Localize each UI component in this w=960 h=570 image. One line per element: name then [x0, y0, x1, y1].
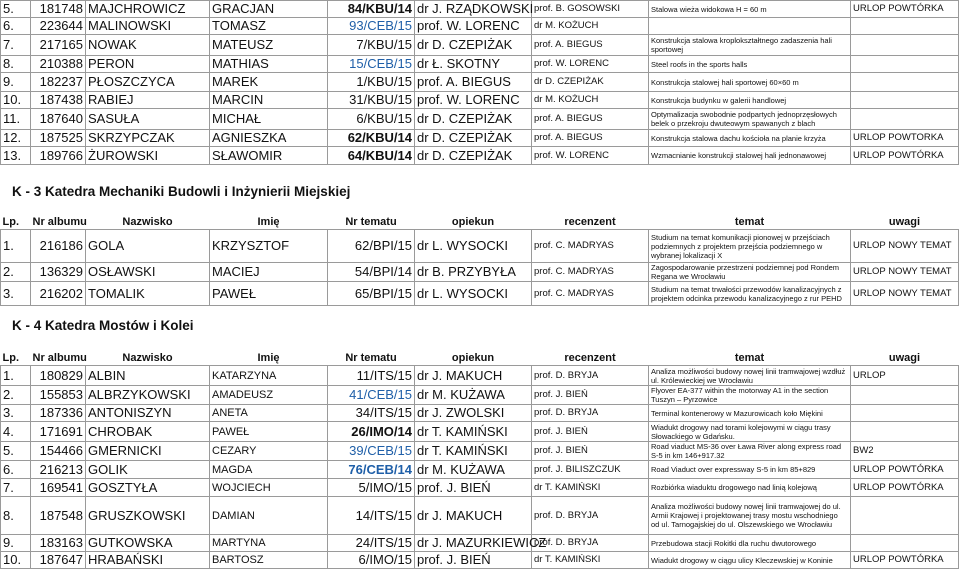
row-supervisor: prof. W. LORENC: [415, 92, 532, 109]
row-topic-no: 31/KBU/15: [328, 92, 415, 109]
row-supervisor: dr D. CZEPIŻAK: [415, 109, 532, 130]
row-topic-no: 39/CEB/15: [328, 442, 415, 461]
row-status: URLOP: [851, 366, 959, 386]
row-album: 136329: [31, 263, 86, 282]
section-title-k4: K - 4 Katedra Mostów i Kolei: [12, 318, 194, 333]
row-lp: 8.: [1, 56, 31, 73]
row-supervisor: dr D. CZEPIŻAK: [415, 147, 532, 165]
row-reviewer: prof. C. MADRYAS: [532, 230, 649, 263]
row-lp: 1.: [1, 230, 31, 263]
row-name: AMADEUSZ: [210, 386, 328, 405]
row-supervisor: prof. W. LORENC: [415, 18, 532, 35]
table-row: [1, 282, 959, 306]
k3-table: [0, 215, 959, 306]
row-topic-no: 76/CEB/14: [328, 461, 415, 479]
row-title: Studium na temat trwałości przewodów kanalizacyjnych z projektem odcinka przewodu kanalizacyjnego z rur PEHD: [649, 282, 851, 306]
row-topic-no: 84/KBU/14: [328, 1, 415, 18]
row-surname: ANTONISZYN: [86, 405, 210, 422]
row-title: Studium na temat komunikacji pionowej w przejściach podziemnych z projektem przejścia podziemnego w wybranej lokalizacji X: [649, 230, 851, 263]
row-status: URLOP POWTÓRKA: [851, 552, 959, 569]
row-surname: GMERNICKI: [86, 442, 210, 461]
row-supervisor: dr J. ZWOLSKI: [415, 405, 532, 422]
row-status: URLOP POWTÓRKA: [851, 147, 959, 165]
table-row: [1, 461, 959, 479]
header-name: Imię: [210, 351, 328, 366]
row-supervisor: dr M. KUŻAWA: [415, 386, 532, 405]
row-reviewer: dr T. KAMIŃSKI: [532, 552, 649, 569]
row-album: 187548: [31, 497, 86, 535]
row-surname: ŻUROWSKI: [86, 147, 210, 165]
row-lp: 1.: [1, 366, 31, 386]
table-row: [1, 422, 959, 442]
row-reviewer: dr D. CZEPIŻAK: [532, 73, 649, 92]
row-reviewer: prof. D. BRYJA: [532, 535, 649, 552]
row-name: MAREK: [210, 73, 328, 92]
row-status: [851, 92, 959, 109]
row-title: Konstrukcja stalowa kroplokształtnego zadaszenia hali sportowej: [649, 35, 851, 56]
row-reviewer: prof. J. BIEŃ: [532, 422, 649, 442]
row-topic-no: 62/BPI/15: [328, 230, 415, 263]
row-title: Stalowa wieża widokowa H = 60 m: [649, 1, 851, 18]
row-surname: MALINOWSKI: [86, 18, 210, 35]
row-album: 183163: [31, 535, 86, 552]
row-status: URLOP POWTÓRKA: [851, 461, 959, 479]
row-supervisor: dr Ł. SKOTNY: [415, 56, 532, 73]
header-title: temat: [649, 215, 851, 230]
row-surname: GOSZTYŁA: [86, 479, 210, 497]
table-row: [1, 92, 959, 109]
row-name: MICHAŁ: [210, 109, 328, 130]
row-lp: 10.: [1, 552, 31, 569]
header-lp: Lp.: [1, 215, 31, 230]
row-lp: 4.: [1, 422, 31, 442]
row-lp: 9.: [1, 535, 31, 552]
row-lp: 6.: [1, 461, 31, 479]
row-album: 217165: [31, 35, 86, 56]
row-topic-no: 5/IMO/15: [328, 479, 415, 497]
row-title: Rozbiórka wiaduktu drogowego nad linią kolejową: [649, 479, 851, 497]
row-status: [851, 35, 959, 56]
row-topic-no: 62/KBU/14: [328, 130, 415, 147]
row-album: 187640: [31, 109, 86, 130]
row-topic-no: 7/KBU/15: [328, 35, 415, 56]
header-row: [1, 215, 959, 230]
table-row: [1, 366, 959, 386]
row-surname: NOWAK: [86, 35, 210, 56]
row-supervisor: dr L. WYSOCKI: [415, 230, 532, 263]
row-topic-no: 34/ITS/15: [328, 405, 415, 422]
row-name: MARTYNA: [210, 535, 328, 552]
row-topic-no: 24/ITS/15: [328, 535, 415, 552]
row-reviewer: prof. W. LORENC: [532, 147, 649, 165]
row-title: Steel roofs in the sports halls: [649, 56, 851, 73]
row-topic-no: 11/ITS/15: [328, 366, 415, 386]
row-lp: 7.: [1, 35, 31, 56]
row-surname: SASUŁA: [86, 109, 210, 130]
row-reviewer: prof. C. MADRYAS: [532, 263, 649, 282]
row-lp: 7.: [1, 479, 31, 497]
row-name: KRZYSZTOF: [210, 230, 328, 263]
row-title: [649, 18, 851, 35]
row-topic-no: 93/CEB/15: [328, 18, 415, 35]
row-lp: 12.: [1, 130, 31, 147]
row-topic-no: 15/CEB/15: [328, 56, 415, 73]
row-name: WOJCIECH: [210, 479, 328, 497]
row-status: BW2: [851, 442, 959, 461]
row-surname: RABIEJ: [86, 92, 210, 109]
row-album: 216186: [31, 230, 86, 263]
table-row: [1, 1, 959, 18]
row-reviewer: prof. A. BIEGUS: [532, 109, 649, 130]
row-title: Analiza możliwości budowy nowej linii tramwajowej do ul. Armii Krajowej i projektowanej trasy mostu wschodniego od ul. Tarnogajskiej do ul. Olszewskiego we Wrocławiu: [649, 497, 851, 535]
table-row: [1, 18, 959, 35]
row-surname: HRABAŃSKI: [86, 552, 210, 569]
row-name: MARCIN: [210, 92, 328, 109]
row-album: 216202: [31, 282, 86, 306]
row-supervisor: dr B. PRZYBYŁA: [415, 263, 532, 282]
row-reviewer: dr M. KOŻUCH: [532, 18, 649, 35]
row-album: 181748: [31, 1, 86, 18]
table-row: [1, 35, 959, 56]
row-status: [851, 405, 959, 422]
row-name: MATHIAS: [210, 56, 328, 73]
row-album: 187525: [31, 130, 86, 147]
row-supervisor: dr D. CZEPIŻAK: [415, 130, 532, 147]
row-album: 180829: [31, 366, 86, 386]
row-reviewer: prof. D. BRYJA: [532, 405, 649, 422]
table-row: [1, 109, 959, 130]
row-surname: ALBRZYKOWSKI: [86, 386, 210, 405]
table-row: [1, 263, 959, 282]
row-supervisor: dr L. WYSOCKI: [415, 282, 532, 306]
row-album: 210388: [31, 56, 86, 73]
header-album: Nr albumu: [32, 216, 87, 228]
row-lp: 8.: [1, 497, 31, 535]
row-topic-no: 6/IMO/15: [328, 552, 415, 569]
row-status: URLOP POWTORKA: [851, 130, 959, 147]
row-reviewer: prof. B. GOSOWSKI: [532, 1, 649, 18]
row-album: 216213: [31, 461, 86, 479]
row-surname: SKRZYPCZAK: [86, 130, 210, 147]
table-row: [1, 130, 959, 147]
row-status: [851, 18, 959, 35]
row-album: 187336: [31, 405, 86, 422]
row-surname: CHROBAK: [86, 422, 210, 442]
row-reviewer: dr M. KOŻUCH: [532, 92, 649, 109]
row-reviewer: prof. J. BILISZCZUK: [532, 461, 649, 479]
row-surname: GUTKOWSKA: [86, 535, 210, 552]
table-row: [1, 56, 959, 73]
row-album: 171691: [31, 422, 86, 442]
row-topic-no: 14/ITS/15: [328, 497, 415, 535]
row-reviewer: prof. D. BRYJA: [532, 366, 649, 386]
row-status: [851, 535, 959, 552]
row-surname: OSŁAWSKI: [86, 263, 210, 282]
row-album: 155853: [31, 386, 86, 405]
row-status: [851, 497, 959, 535]
row-name: CEZARY: [210, 442, 328, 461]
row-album: 182237: [31, 73, 86, 92]
row-status: [851, 73, 959, 92]
table-row: [1, 386, 959, 405]
row-topic-no: 1/KBU/15: [328, 73, 415, 92]
table-row: [1, 230, 959, 263]
row-name: TOMASZ: [210, 18, 328, 35]
row-topic-no: 64/KBU/14: [328, 147, 415, 165]
row-title: Wiadukt drogowy nad torami kolejowymi w ciągu trasy Słowackiego w Gdańsku.: [649, 422, 851, 442]
row-surname: MAJCHROWICZ: [86, 1, 210, 18]
row-lp: 9.: [1, 73, 31, 92]
row-supervisor: prof. J. BIEŃ: [415, 479, 532, 497]
header-surname: Nazwisko: [86, 351, 210, 366]
row-status: [851, 56, 959, 73]
row-lp: 13.: [1, 147, 31, 165]
row-name: GRACJAN: [210, 1, 328, 18]
row-surname: GRUSZKOWSKI: [86, 497, 210, 535]
row-title: Przebudowa stacji Rokitki dla ruchu dwutorowego: [649, 535, 851, 552]
row-reviewer: prof. A. BIEGUS: [532, 35, 649, 56]
header-notes: uwagi: [851, 215, 959, 230]
row-reviewer: prof. D. BRYJA: [532, 497, 649, 535]
table-row: [1, 497, 959, 535]
row-reviewer: prof. W. LORENC: [532, 56, 649, 73]
row-title: Zagospodarowanie przestrzeni podziemnej pod Rondem Regana we Wrocławiu: [649, 263, 851, 282]
header-reviewer: recenzent: [532, 215, 649, 230]
row-name: PAWEŁ: [210, 282, 328, 306]
row-status: URLOP NOWY TEMAT: [851, 230, 959, 263]
row-reviewer: dr T. KAMIŃSKI: [532, 479, 649, 497]
row-supervisor: dr J. MAZURKIEWICZ: [415, 535, 532, 552]
row-status: [851, 109, 959, 130]
header-topic-no: Nr tematu: [328, 351, 415, 366]
row-title: Optymalizacja swobodnie podpartych jednoprzęsłowych belek o przekroju dwuteowym spawanych z blach: [649, 109, 851, 130]
row-title: Konstrukcja budynku w galerii handlowej: [649, 92, 851, 109]
row-name: ANETA: [210, 405, 328, 422]
row-supervisor: dr J. MAKUCH: [415, 366, 532, 386]
row-lp: 5.: [1, 442, 31, 461]
row-name: KATARZYNA: [210, 366, 328, 386]
header-notes: uwagi: [851, 351, 959, 366]
row-title: Flyover EA-377 within the motorway A1 in the section Tuszyn – Pyrzowice: [649, 386, 851, 405]
row-album: 189766: [31, 147, 86, 165]
row-album: 187647: [31, 552, 86, 569]
row-supervisor: dr T. KAMIŃSKI: [415, 442, 532, 461]
header-lp: Lp.: [1, 351, 31, 366]
row-status: URLOP POWTÓRKA: [851, 1, 959, 18]
row-reviewer: prof. C. MADRYAS: [532, 282, 649, 306]
row-album: 187438: [31, 92, 86, 109]
row-title: Road Viaduct over expressway S-5 in km 85+829: [649, 461, 851, 479]
header-surname: Nazwisko: [86, 215, 210, 230]
row-topic-no: 26/IMO/14: [328, 422, 415, 442]
row-reviewer: prof. J. BIEŃ: [532, 442, 649, 461]
row-name: DAMIAN: [210, 497, 328, 535]
table-row: [1, 552, 959, 569]
row-supervisor: prof. A. BIEGUS: [415, 73, 532, 92]
row-title: Konstrukcja stalowa dachu kościoła na planie krzyża: [649, 130, 851, 147]
row-album: 223644: [31, 18, 86, 35]
row-name: MATEUSZ: [210, 35, 328, 56]
row-reviewer: prof. J. BIEŃ: [532, 386, 649, 405]
row-title: Terminal kontenerowy w Mazurowicach koło Miękini: [649, 405, 851, 422]
row-supervisor: dr D. CZEPIŻAK: [415, 35, 532, 56]
row-status: [851, 386, 959, 405]
row-surname: TOMALIK: [86, 282, 210, 306]
row-name: BARTOSZ: [210, 552, 328, 569]
header-supervisor: opiekun: [415, 351, 532, 366]
row-reviewer: prof. A. BIEGUS: [532, 130, 649, 147]
row-title: Konstrukcja stalowej hali sportowej 60×60 m: [649, 73, 851, 92]
row-surname: GOLIK: [86, 461, 210, 479]
row-lp: 10.: [1, 92, 31, 109]
header-supervisor: opiekun: [415, 215, 532, 230]
row-supervisor: dr M. KUŻAWA: [415, 461, 532, 479]
table-row: [1, 442, 959, 461]
row-lp: 5.: [1, 1, 31, 18]
row-topic-no: 65/BPI/15: [328, 282, 415, 306]
row-supervisor: dr J. MAKUCH: [415, 497, 532, 535]
table-row: [1, 73, 959, 92]
row-title: Analiza możliwości budowy nowej linii tramwajowej wzdłuż ul. Królewieckiej we Wrocławiu: [649, 366, 851, 386]
top-table: [0, 0, 959, 165]
header-album: Nr albumu: [32, 352, 87, 364]
row-topic-no: 54/BPI/14: [328, 263, 415, 282]
row-name: PAWEŁ: [210, 422, 328, 442]
row-supervisor: dr T. KAMIŃSKI: [415, 422, 532, 442]
row-name: MACIEJ: [210, 263, 328, 282]
header-name: Imię: [210, 215, 328, 230]
table-row: [1, 147, 959, 165]
row-name: MAGDA: [210, 461, 328, 479]
row-title: Road viaduct MS-36 over Ława River along express road S-5 in km 146+917.32: [649, 442, 851, 461]
row-status: URLOP NOWY TEMAT: [851, 263, 959, 282]
row-surname: ALBIN: [86, 366, 210, 386]
k4-table: [0, 351, 959, 569]
row-lp: 2.: [1, 386, 31, 405]
row-surname: PERON: [86, 56, 210, 73]
row-supervisor: prof. J. BIEŃ: [415, 552, 532, 569]
row-supervisor: dr J. RZĄDKOWSKI: [415, 1, 532, 18]
table-row: [1, 535, 959, 552]
header-title: temat: [649, 351, 851, 366]
row-status: [851, 422, 959, 442]
row-lp: 6.: [1, 18, 31, 35]
table-row: [1, 479, 959, 497]
row-lp: 3.: [1, 282, 31, 306]
row-topic-no: 6/KBU/15: [328, 109, 415, 130]
row-lp: 3.: [1, 405, 31, 422]
row-lp: 2.: [1, 263, 31, 282]
row-status: URLOP POWTÓRKA: [851, 479, 959, 497]
row-name: SŁAWOMIR: [210, 147, 328, 165]
header-row: [1, 351, 959, 366]
row-surname: PŁOSZCZYCA: [86, 73, 210, 92]
row-status: URLOP NOWY TEMAT: [851, 282, 959, 306]
header-topic-no: Nr tematu: [328, 215, 415, 230]
row-topic-no: 41/CEB/15: [328, 386, 415, 405]
row-album: 169541: [31, 479, 86, 497]
table-row: [1, 405, 959, 422]
row-title: Wzmacnianie konstrukcji stalowej hali jednonawowej: [649, 147, 851, 165]
row-surname: GOLA: [86, 230, 210, 263]
row-lp: 11.: [1, 109, 31, 130]
section-title-k3: K - 3 Katedra Mechaniki Budowli i Inżynierii Miejskiej: [12, 184, 351, 199]
row-album: 154466: [31, 442, 86, 461]
row-name: AGNIESZKA: [210, 130, 328, 147]
header-reviewer: recenzent: [532, 351, 649, 366]
row-title: Wiadukt drogowy w ciągu ulicy Kleczewskiej w Koninie: [649, 552, 851, 569]
